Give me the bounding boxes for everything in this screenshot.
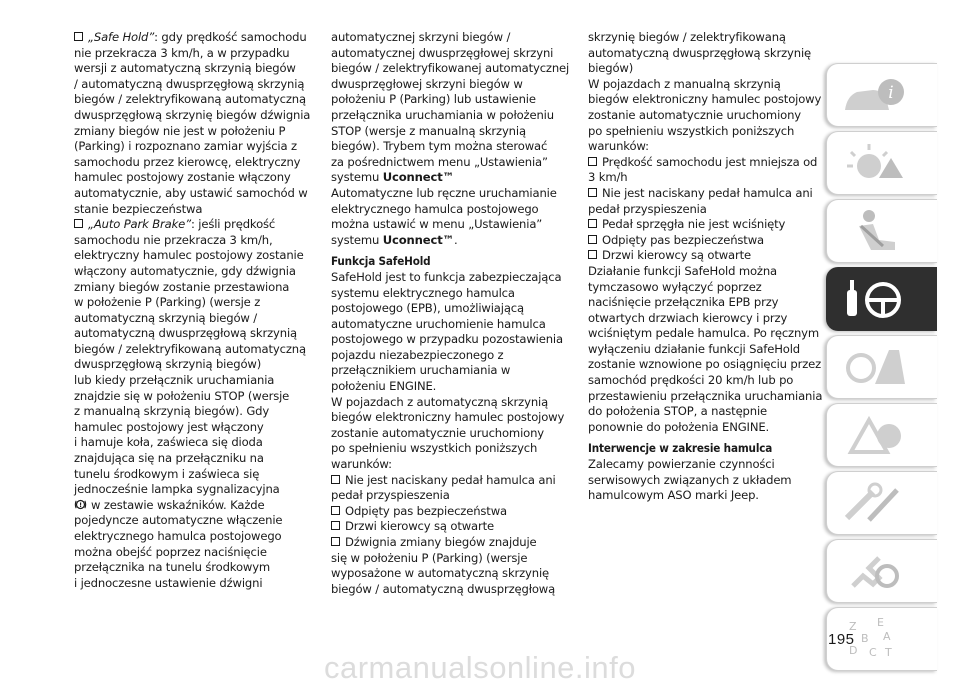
text-segment: elektrycznego hamulca postojowego [74, 529, 282, 543]
text-column-3 [588, 30, 828, 504]
text-line [74, 451, 314, 467]
text-segment: po spełnieniu wszystkich poniższych [588, 123, 795, 138]
text-segment: Dźwignia zmiany biegów znajduje [345, 535, 537, 549]
tab-seat-safety[interactable] [826, 199, 937, 263]
text-segment: pojedyncze automatyczne włączenie [74, 513, 283, 528]
text-line [74, 326, 314, 342]
text-segment: samochodu nie przekracza 3 km/h, [74, 232, 273, 247]
text-segment: W pojazdach z manualną skrzynią [588, 76, 781, 91]
text-line [588, 280, 828, 296]
text-line [588, 264, 828, 280]
text-column-2 [331, 30, 571, 597]
text-line [331, 426, 571, 442]
text-segment: nie przekracza 3 km/h, a w przypadku [74, 45, 290, 60]
text-line [74, 357, 314, 373]
text-segment: się w położeniu P (Parking) (wersje [331, 550, 528, 565]
text-segment: automatycznej dwusprzęgłowej skrzyni [331, 45, 554, 60]
tab-maintenance[interactable] [826, 471, 937, 535]
text-segment: . [454, 232, 458, 247]
text-segment: i hamuje koła, zaświeca się dioda [74, 435, 263, 450]
text-line [588, 488, 828, 504]
text-segment: Zalecamy powierzanie czynności [588, 457, 775, 472]
text-line [74, 513, 314, 529]
text-line [74, 467, 314, 483]
text-segment: samochód prędkości 20 km/h lub po [588, 373, 794, 388]
text-segment: Odpięty pas bezpieczeństwa [602, 232, 764, 247]
text-line [74, 155, 314, 171]
text-line [331, 348, 571, 364]
text-segment: lub kiedy przełącznik uruchamiania [74, 373, 275, 388]
text-line [331, 30, 571, 46]
text-segment: samochodu przez kierowcę, elektryczny [74, 154, 301, 169]
text-line [588, 46, 828, 62]
text-line [588, 92, 828, 108]
text-line [588, 186, 828, 202]
system-name: Uconnect™ [382, 170, 455, 185]
text-line [588, 342, 828, 358]
warning-lights-icon [839, 140, 909, 186]
text-segment: pedał przyspieszenia [331, 488, 450, 503]
text-segment: wyposażone w automatyczną skrzynię [331, 566, 550, 581]
wheel-road-icon [839, 344, 909, 390]
text-segment: biegów / zelektryfikowaną automatyczną [74, 92, 306, 107]
text-segment: / automatyczną dwusprzęgłową skrzynią [74, 76, 305, 91]
text-segment: biegów) [588, 61, 634, 76]
text-segment: przełącznikiem uruchamiania w [331, 363, 511, 378]
text-line [588, 357, 828, 373]
text-segment: wyłączeniu działanie funkcji SafeHold [588, 341, 801, 356]
text-line [331, 457, 571, 473]
text-segment: hamulec postojowy zostanie włączony [74, 170, 291, 185]
text-line [331, 363, 571, 379]
text-segment: po spełnieniu wszystkich poniższych [331, 441, 538, 456]
text-line [331, 108, 571, 124]
svg-text:Z: Z [849, 620, 857, 633]
text-line [331, 535, 571, 551]
text-segment: Drzwi kierowcy są otwarte [602, 248, 751, 263]
text-line [331, 124, 571, 140]
text-line [74, 233, 314, 249]
text-line [74, 217, 314, 233]
text-segment: Nie jest naciskany pedał hamulca ani [345, 472, 556, 487]
tab-warning-lights[interactable] [826, 131, 937, 195]
text-line [588, 233, 828, 249]
tab-key-steering[interactable] [826, 267, 937, 331]
text-segment: biegów). Trybem tym można sterować [331, 139, 548, 154]
text-segment: : gdy prędkość samochodu [154, 30, 307, 44]
text-line [74, 46, 314, 62]
text-segment: ponownie do położenia ENGINE. [588, 419, 770, 434]
text-line [74, 61, 314, 77]
text-segment: systemu [331, 170, 383, 185]
text-segment: automatycznie, aby ustawić samochód w [74, 185, 308, 200]
text-segment: Interwencje w zakresie hamulca [588, 441, 773, 456]
text-line [74, 435, 314, 451]
text-line [74, 248, 314, 264]
text-segment: Drzwi kierowcy są otwarte [345, 519, 494, 534]
text-segment: biegów / zelektryfikowanej automatycznej [331, 61, 570, 76]
text-line [331, 551, 571, 567]
svg-text:T: T [885, 646, 892, 659]
text-line [588, 30, 828, 46]
function-name: „Safe Hold” [88, 30, 155, 44]
text-segment: dwusprzęgłową skrzynią biegów) [74, 357, 262, 372]
function-name: „Auto Park Brake” [88, 217, 191, 232]
text-line [74, 498, 314, 514]
text-segment: SafeHold jest to funkcja zabezpieczająca [331, 269, 562, 284]
bullet-icon [588, 219, 597, 228]
text-segment: Automatyczne lub ręczne uruchamianie [331, 185, 557, 200]
text-segment: dwusprzęgłową skrzynię biegów dźwignia [74, 107, 311, 122]
text-segment: postojowego (EPB), umożliwiającą [331, 301, 524, 316]
text-segment: pojazdu niezabezpieczonego z [331, 347, 504, 362]
text-segment: z manualną skrzynią biegów). Gdy [74, 404, 270, 419]
text-segment: hamulcowym ASO marki Jeep. [588, 488, 759, 503]
text-segment: serwisowych związanych z układem [588, 472, 792, 487]
text-segment: przestawieniu przełącznika uruchamiania [588, 388, 823, 403]
text-line [588, 61, 828, 77]
multimedia-icon [839, 548, 909, 594]
text-line [74, 170, 314, 186]
text-line [331, 519, 571, 535]
svg-text:i: i [888, 83, 894, 103]
text-line [331, 92, 571, 108]
text-segment: jednocześnie lampka sygnalizacyjna [74, 482, 280, 497]
text-line [588, 77, 828, 93]
text-line [588, 202, 828, 218]
text-segment: Funkcja SafeHold [331, 254, 431, 269]
text-line [331, 504, 571, 520]
text-line [331, 217, 571, 233]
section-heading [331, 254, 571, 270]
text-segment: położeniu P (Parking) lub ustawienie [331, 92, 536, 107]
bullet-icon [74, 219, 83, 228]
text-line [74, 342, 314, 358]
text-line [331, 410, 571, 426]
text-segment: otwartych drzwiach kierowcy i przy [588, 310, 788, 325]
text-segment: elektrycznego hamulca postojowego [331, 201, 539, 216]
text-line [588, 473, 828, 489]
text-line [74, 576, 314, 592]
tab-car-info[interactable] [826, 63, 937, 127]
svg-text:B: B [861, 632, 869, 645]
text-segment: włączony automatycznie, gdy dźwignia [74, 263, 296, 278]
text-segment: W pojazdach z automatyczną skrzynią [331, 394, 549, 409]
watermark: carmanualsonline.info [323, 650, 637, 685]
text-line [588, 326, 828, 342]
text-line [331, 379, 571, 395]
text-segment: biegów elektroniczny hamulec postojowy [331, 410, 565, 425]
text-line [74, 202, 314, 218]
text-segment: hamulec postojowy jest włączony [74, 419, 264, 434]
text-segment: stanie bezpieczeństwa [74, 201, 203, 216]
text-line [331, 170, 571, 186]
text-line [74, 108, 314, 124]
text-segment: zostanie wznowione po osiągnięciu przez [588, 357, 822, 372]
text-line [331, 441, 571, 457]
text-line [331, 286, 571, 302]
text-segment: zostanie automatycznie uruchomiony [331, 425, 544, 440]
svg-text:C: C [869, 646, 877, 659]
text-line [74, 295, 314, 311]
text-line [588, 295, 828, 311]
bullet-icon [331, 521, 340, 530]
text-segment: automatyczną skrzynią biegów / [74, 310, 258, 325]
text-segment: : jeśli prędkość [191, 217, 276, 232]
text-line [74, 545, 314, 561]
text-segment: biegów / zelektryfikowaną automatyczną [74, 341, 306, 356]
text-line [74, 560, 314, 576]
text-segment: STOP (wersje z manualną skrzynią [331, 123, 526, 138]
bullet-icon [331, 506, 340, 515]
text-segment: Działanie funkcji SafeHold można [588, 263, 777, 278]
text-line [331, 77, 571, 93]
text-line [331, 46, 571, 62]
bullet-icon [331, 475, 340, 484]
text-segment: znajdująca się na przełączniku na [74, 451, 264, 466]
text-segment: warunków: [331, 457, 392, 472]
emergency-triangle-icon [839, 412, 909, 458]
text-segment: 3 km/h [588, 170, 628, 185]
text-line [74, 280, 314, 296]
text-line [74, 529, 314, 545]
text-line [74, 92, 314, 108]
text-line [74, 311, 314, 327]
bullet-icon [588, 235, 597, 244]
text-segment: Odpięty pas bezpieczeństwa [345, 503, 507, 518]
parking-brake-warning-icon [74, 498, 87, 511]
text-segment: Pedał sprzęgła nie jest wciśnięty [602, 217, 786, 232]
text-line [74, 420, 314, 436]
bullet-icon [588, 250, 597, 259]
text-segment: znajdzie się w położeniu STOP (wersje [74, 388, 290, 403]
text-segment: biegów / automatyczną dwusprzęgłową [331, 581, 556, 596]
text-segment: położeniu ENGINE. [331, 379, 437, 394]
text-line [331, 488, 571, 504]
text-segment: przełącznika uruchamiania w położeniu [331, 107, 554, 122]
tab-emergency[interactable] [826, 403, 937, 467]
text-line [588, 373, 828, 389]
text-line [588, 420, 828, 436]
text-segment: automatyczną dwusprzęgłową skrzynię [588, 45, 812, 60]
text-line [74, 389, 314, 405]
text-line [331, 582, 571, 598]
text-line [74, 264, 314, 280]
text-line [74, 77, 314, 93]
text-segment: pedał przyspieszenia [588, 201, 707, 216]
text-line [74, 139, 314, 155]
text-line [331, 270, 571, 286]
text-line [588, 404, 828, 420]
text-segment: Prędkość samochodu jest mniejsza od [602, 154, 818, 169]
text-segment: systemu [331, 232, 383, 247]
text-line [331, 395, 571, 411]
text-line [588, 108, 828, 124]
text-line [588, 217, 828, 233]
text-segment: systemu elektrycznego hamulca [331, 285, 515, 300]
text-segment: automatycznej skrzyni biegów / [331, 30, 511, 44]
section-heading [588, 441, 828, 457]
maintenance-tools-icon [839, 480, 909, 526]
text-segment: zmiany biegów zostanie przestawiona [74, 279, 290, 294]
text-line [588, 124, 828, 140]
bullet-icon [331, 537, 340, 546]
text-line [331, 301, 571, 317]
text-line [588, 170, 828, 186]
bullet-icon [588, 157, 597, 166]
text-segment: (Parking) i rozpoznano zamiar wyjścia z [74, 139, 297, 154]
text-segment: wersji z automatyczną skrzynią biegów [74, 61, 296, 76]
svg-text:!: ! [79, 501, 82, 509]
text-segment: biegów elektroniczny hamulec postojowy [588, 92, 822, 107]
text-line [331, 61, 571, 77]
text-line [331, 317, 571, 333]
text-line [331, 473, 571, 489]
system-name: Uconnect™ [382, 232, 455, 247]
svg-text:A: A [883, 630, 891, 643]
text-line [331, 202, 571, 218]
text-line [331, 155, 571, 171]
text-column-1 [74, 30, 314, 591]
text-line [74, 186, 314, 202]
text-line [588, 457, 828, 473]
text-segment: zostanie automatycznie uruchomiony [588, 107, 801, 122]
seat-safety-icon [839, 208, 909, 254]
text-segment: wciśniętym pedale hamulca. Po ręcznym [588, 326, 820, 341]
text-segment: można obejść poprzez naciśnięcie [74, 544, 267, 559]
text-line [588, 139, 828, 155]
page-number: 195 [828, 631, 855, 648]
text-segment: dwusprzęgłowej skrzyni biegów w [331, 76, 523, 91]
text-line [331, 186, 571, 202]
text-line [331, 332, 571, 348]
text-line [74, 124, 314, 140]
text-line [588, 155, 828, 171]
text-line [74, 482, 314, 498]
text-line [331, 139, 571, 155]
text-segment: zmiany biegów nie jest w położeniu P [74, 123, 286, 138]
text-line [74, 373, 314, 389]
text-segment: tunelu środkowym i zaświeca się [74, 466, 260, 481]
text-segment: Nie jest naciskany pedał hamulca ani [602, 185, 813, 200]
text-line [74, 404, 314, 420]
text-segment: postojowego w przypadku pozostawienia [331, 332, 563, 347]
bullet-icon [588, 188, 597, 197]
text-segment: warunków: [588, 139, 649, 154]
text-line [588, 248, 828, 264]
text-segment: skrzynię biegów / zelektryfikowaną [588, 30, 786, 44]
text-line [74, 30, 314, 46]
tab-multimedia[interactable] [826, 539, 937, 603]
key-steering-wheel-icon [839, 276, 909, 322]
text-segment: do położenia STOP, a następnie [588, 404, 768, 419]
text-line [588, 311, 828, 327]
car-info-icon [839, 72, 909, 118]
text-line [588, 389, 828, 405]
text-segment: i jednoczesne ustawienie dźwigni [74, 575, 263, 590]
text-segment: automatyczne uruchomienie hamulca [331, 316, 546, 331]
svg-text:E: E [877, 616, 884, 629]
tab-wheel-road[interactable] [826, 335, 937, 399]
text-segment: tymczasowo wyłączyć poprzez [588, 279, 762, 294]
text-segment: można ustawić w menu „Ustawienia” [331, 217, 543, 232]
text-segment: w położenie P (Parking) (wersje z [74, 295, 261, 310]
svg-text:D: D [849, 644, 858, 657]
text-line [331, 233, 571, 249]
text-segment: w zestawie wskaźników. Każde [91, 497, 265, 512]
text-segment: za pośrednictwem menu „Ustawienia” [331, 154, 548, 169]
text-segment: przełącznika na tunelu środkowym [74, 560, 271, 575]
text-segment: naciśnięcie przełącznika EPB przy [588, 295, 779, 310]
text-line [331, 566, 571, 582]
text-segment: automatyczną dwusprzęgłową skrzynią [74, 326, 297, 341]
bullet-icon [74, 32, 83, 41]
text-segment: elektryczny hamulec postojowy zostanie [74, 248, 304, 263]
